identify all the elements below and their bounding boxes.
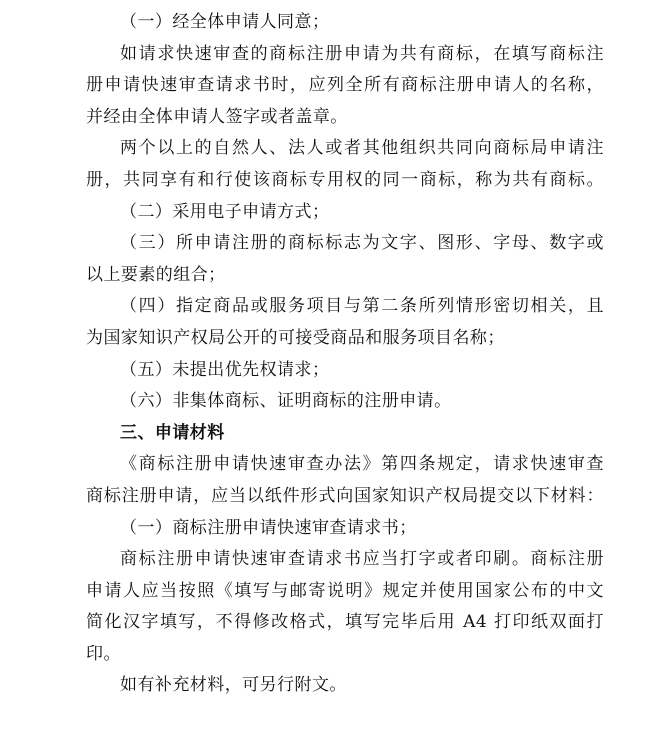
paragraph-line: 简化汉字填写，不得修改格式，填写完毕后用 A4 打印纸双面打 bbox=[86, 612, 604, 633]
criterion-six: （六）非集体商标、证明商标的注册申请。 bbox=[120, 391, 452, 412]
material-one: （一）商标注册申请快速审查请求书； bbox=[120, 517, 417, 538]
paragraph-line: 并经由全体申请人签字或者盖章。 bbox=[86, 106, 348, 127]
paragraph-line: 印。 bbox=[86, 643, 121, 664]
criterion-one: （一）经全体申请人同意； bbox=[120, 12, 330, 32]
paragraph-line: 如请求快速审查的商标注册申请为共有商标，在填写商标注 bbox=[120, 43, 604, 64]
paragraph-line: 商标注册申请，应当以纸件形式向国家知识产权局提交以下材料： bbox=[86, 485, 604, 506]
paragraph-line: 如有补充材料，可另行附文。 bbox=[120, 675, 347, 696]
section-heading: 三、申请材料 bbox=[120, 422, 225, 443]
criterion-five: （五）未提出优先权请求； bbox=[120, 359, 330, 380]
paragraph-line: 册，共同享有和行使该商标专用权的同一商标，称为共有商标。 bbox=[86, 169, 604, 190]
paragraph-line: 以上要素的组合； bbox=[86, 264, 226, 285]
paragraph-line: 为国家知识产权局公开的可接受商品和服务项目名称； bbox=[86, 327, 505, 348]
criterion-four: （四）指定商品或服务项目与第二条所列情形密切相关，且 bbox=[120, 296, 604, 317]
paragraph-line: 《商标注册申请快速审查办法》第四条规定，请求快速审查 bbox=[120, 454, 604, 475]
paragraph-line: 商标注册申请快速审查请求书应当打字或者印刷。商标注册 bbox=[120, 549, 604, 570]
paragraph-line: 两个以上的自然人、法人或者其他组织共同向商标局申请注 bbox=[120, 138, 604, 159]
paragraph-line: 申请人应当按照《填写与邮寄说明》规定并使用国家公布的中文 bbox=[86, 580, 604, 601]
paragraph-line: 册申请快速审查请求书时，应列全所有商标注册申请人的名称， bbox=[86, 75, 604, 96]
criterion-two: （二）采用电子申请方式； bbox=[120, 201, 330, 222]
criterion-three: （三）所申请注册的商标标志为文字、图形、字母、数字或 bbox=[120, 233, 604, 254]
